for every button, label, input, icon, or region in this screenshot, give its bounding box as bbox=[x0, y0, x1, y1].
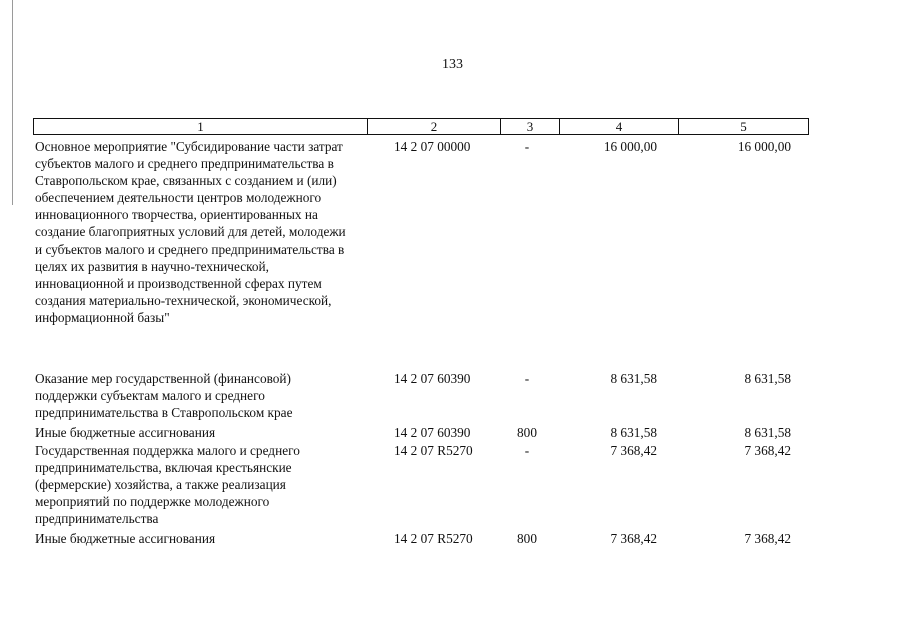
row-value-1: 7 368,42 bbox=[610, 531, 657, 546]
name-line: Государственная поддержка малого и среднего bbox=[35, 443, 300, 458]
name-line: обеспечением деятельности центров молодежного bbox=[35, 190, 322, 206]
name-line: субъектов малого и среднего предпринимательства в bbox=[35, 156, 334, 172]
row-name bbox=[35, 424, 365, 441]
row-value-1: 16 000,00 bbox=[603, 139, 657, 154]
name-line: предпринимательства, включая крестьянские bbox=[35, 460, 292, 476]
header-col-4: 4 bbox=[559, 119, 678, 134]
name-line: предпринимательства bbox=[35, 511, 159, 527]
name-line: создание благоприятных условий для детей, молодежи bbox=[35, 224, 346, 240]
row-value-2: 8 631,58 bbox=[744, 425, 791, 440]
name-line: (фермерские) хозяйства, а также реализация bbox=[35, 477, 286, 493]
header-col-5: 5 bbox=[678, 119, 808, 134]
row-name bbox=[35, 530, 365, 547]
row-value-1: 8 631,58 bbox=[610, 425, 657, 440]
name-line: Основное мероприятие "Субсидирование части затрат bbox=[35, 139, 343, 154]
name-line: мероприятий по поддержке молодежного bbox=[35, 494, 270, 510]
name-line: Иные бюджетные ассигнования bbox=[35, 531, 216, 546]
row-group: - bbox=[524, 139, 530, 154]
row-group: - bbox=[524, 371, 530, 386]
header-col-3: 3 bbox=[500, 119, 559, 134]
name-line: предпринимательства в Ставропольском крае bbox=[35, 405, 293, 421]
row-group: 800 bbox=[517, 425, 537, 440]
row-code: 14 2 07 60390 bbox=[394, 371, 471, 386]
name-line: инновационного творчества, ориентированных на bbox=[35, 207, 318, 223]
header-col-2: 2 bbox=[367, 119, 500, 134]
table-header-row bbox=[33, 118, 809, 135]
name-line: информационной базы" bbox=[35, 309, 170, 325]
name-line: целях их развития в научно-технической, bbox=[35, 258, 269, 274]
row-group: 800 bbox=[517, 531, 537, 546]
row-value-2: 8 631,58 bbox=[744, 371, 791, 386]
row-name bbox=[35, 138, 365, 326]
row-name bbox=[35, 442, 365, 527]
row-value-1: 8 631,58 bbox=[610, 371, 657, 386]
row-code: 14 2 07 00000 bbox=[394, 139, 471, 154]
row-value-2: 7 368,42 bbox=[744, 443, 791, 458]
name-line: инновационной и производственной сферах путем bbox=[35, 275, 322, 291]
page-number: 133 bbox=[442, 57, 463, 72]
row-value-2: 7 368,42 bbox=[744, 531, 791, 546]
scan-edge-line bbox=[12, 0, 13, 205]
name-line: создания материально-технической, экономической, bbox=[35, 292, 332, 308]
row-group: - bbox=[524, 443, 530, 458]
name-line: поддержки субъектам малого и среднего bbox=[35, 388, 265, 404]
row-code: 14 2 07 R5270 bbox=[394, 531, 473, 546]
row-value-1: 7 368,42 bbox=[610, 443, 657, 458]
name-line: Оказание мер государственной (финансовой) bbox=[35, 371, 291, 386]
header-col-1: 1 bbox=[197, 119, 204, 134]
row-code: 14 2 07 60390 bbox=[394, 425, 471, 440]
row-name bbox=[35, 370, 365, 421]
row-code: 14 2 07 R5270 bbox=[394, 443, 473, 458]
name-line: Ставропольском крае, связанных с созданием и (или) bbox=[35, 173, 337, 189]
name-line: Иные бюджетные ассигнования bbox=[35, 425, 216, 440]
row-value-2: 16 000,00 bbox=[737, 139, 791, 154]
name-line: и субъектов малого и среднего предпринимательства в bbox=[35, 241, 345, 257]
